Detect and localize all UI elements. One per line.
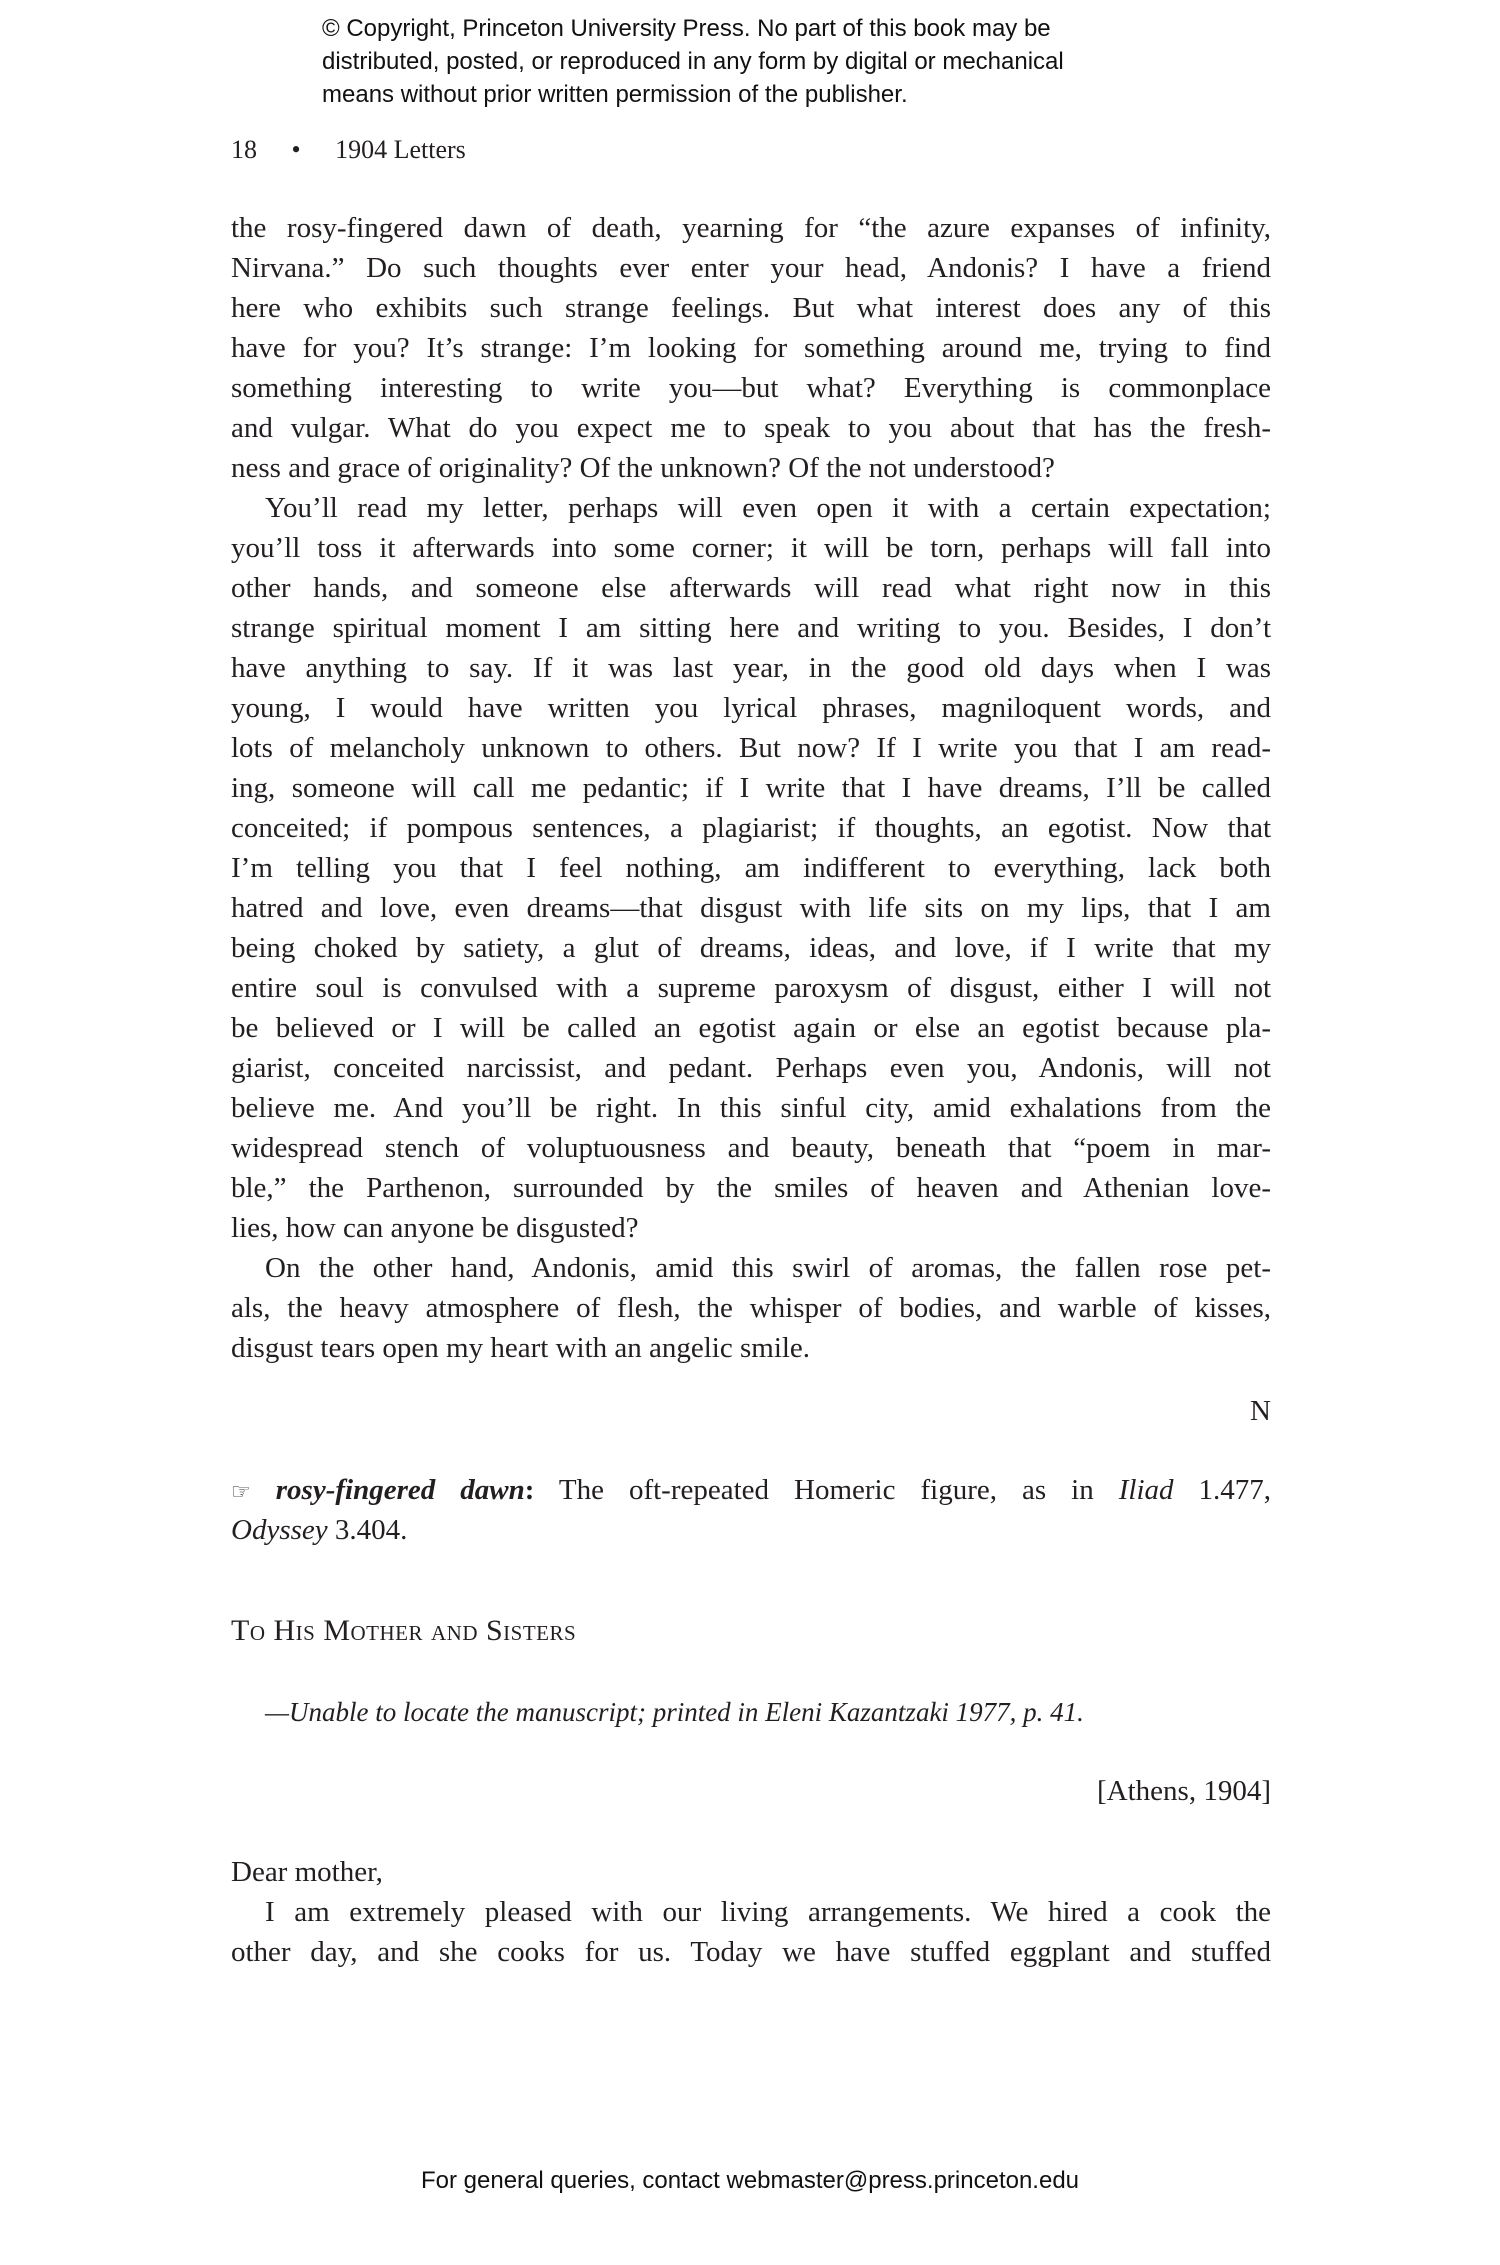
footer-contact: For general queries, contact webmaster@press.princeton.edu: [420, 2167, 1080, 2194]
dateline: [Athens, 1904]: [1097, 1775, 1271, 1807]
text-line: something interesting to write you—but what? Everything is commonplace: [231, 372, 1271, 404]
text-line: ness and grace of originality? Of the unknown? Of the not understood?: [231, 452, 1055, 484]
copyright-line: © Copyright, Princeton University Press. No part of this book may be: [322, 15, 1051, 42]
bullet-separator: •: [291, 135, 301, 164]
text-line: here who exhibits such strange feelings. But what interest does any of this: [231, 292, 1271, 324]
note-ref-title: Iliad: [1118, 1474, 1174, 1506]
annotation-note: [231, 1470, 1271, 1550]
text-line: strange spiritual moment I am sitting here and writing to you. Besides, I don’t: [231, 612, 1271, 644]
text-line: have anything to say. If it was last year, in the good old days when I was: [231, 652, 1271, 684]
signature: N: [1250, 1395, 1271, 1427]
copyright-line: distributed, posted, or reproduced in any form by digital or mechanical: [322, 48, 1064, 75]
text-line: giarist, conceited narcissist, and pedant. Perhaps even you, Andonis, will not: [231, 1052, 1271, 1084]
text-line: young, I would have written you lyrical phrases, magniloquent words, and: [231, 692, 1271, 724]
note-ref-number: 3.404.: [334, 1514, 408, 1546]
note-text: The oft-repeated Homeric figure, as in: [558, 1474, 1094, 1506]
text-line: You’ll read my letter, perhaps will even open it with a certain expectation;: [265, 492, 1271, 524]
text-line: conceited; if pompous sentences, a plagiarist; if thoughts, an egotist. Now that: [231, 812, 1271, 844]
text-line: other day, and she cooks for us. Today we have stuffed eggplant and stuffed: [231, 1936, 1271, 1968]
second-letter-body: [231, 1852, 1271, 1972]
running-head: [231, 133, 466, 167]
text-line: being choked by satiety, a glut of dreams, ideas, and love, if I write that my: [231, 932, 1271, 964]
page-number: 18: [231, 135, 257, 164]
note-ref-title: Odyssey: [231, 1514, 328, 1546]
text-line: On the other hand, Andonis, amid this swirl of aromas, the fallen rose pet-: [265, 1252, 1271, 1284]
text-line: I’m telling you that I feel nothing, am indifferent to everything, lack both: [231, 852, 1271, 884]
text-line: have for you? It’s strange: I’m looking for something around me, trying to find: [231, 332, 1271, 364]
text-line: I am extremely pleased with our living arrangements. We hired a cook the: [265, 1896, 1271, 1928]
copyright-line: means without prior written permission of the publisher.: [322, 81, 908, 108]
text-line: be believed or I will be called an egotist again or else an egotist because pla-: [231, 1012, 1271, 1044]
note-term: rosy-fingered dawn: [275, 1474, 525, 1506]
note-colon: :: [524, 1474, 535, 1506]
note-line: [231, 1510, 1271, 1550]
note-line: [231, 1470, 1271, 1510]
text-line: entire soul is convulsed with a supreme paroxysm of disgust, either I will not: [231, 972, 1271, 1004]
text-line: ble,” the Parthenon, surrounded by the smiles of heaven and Athenian love-: [231, 1172, 1271, 1204]
text-line: believe me. And you’ll be right. In this sinful city, amid exhalations from the: [231, 1092, 1271, 1124]
text-line: other hands, and someone else afterwards will read what right now in this: [231, 572, 1271, 604]
text-line: lies, how can anyone be disgusted?: [231, 1212, 639, 1244]
text-line: als, the heavy atmosphere of flesh, the whisper of bodies, and warble of kisses,: [231, 1292, 1271, 1324]
letter-heading: To His Mother and Sisters: [231, 1614, 577, 1647]
text-line: the rosy-fingered dawn of death, yearning for “the azure expanses of infinity,: [231, 212, 1271, 244]
text-line: widespread stench of voluptuousness and beauty, beneath that “poem in mar-: [231, 1132, 1271, 1164]
salutation: Dear mother,: [231, 1856, 383, 1888]
text-line: and vulgar. What do you expect me to speak to you about that has the fresh-: [231, 412, 1271, 444]
text-line: disgust tears open my heart with an angelic smile.: [231, 1332, 811, 1364]
note-ref-number: 1.477,: [1198, 1474, 1272, 1506]
text-line: hatred and love, even dreams—that disgust with life sits on my lips, that I am: [231, 892, 1271, 924]
copyright-notice: [322, 12, 1064, 111]
source-note: —Unable to locate the manuscript; printed in Eleni Kazantzaki 1977, p. 41.: [265, 1697, 1084, 1727]
text-line: you’ll toss it afterwards into some corner; it will be torn, perhaps will fall into: [231, 532, 1271, 564]
text-line: ing, someone will call me pedantic; if I write that I have dreams, I’ll be called: [231, 772, 1271, 804]
text-line: Nirvana.” Do such thoughts ever enter your head, Andonis? I have a friend: [231, 252, 1271, 284]
text-line: lots of melancholy unknown to others. But now? If I write you that I am read-: [231, 732, 1271, 764]
pointing-hand-icon: ☞: [231, 1480, 251, 1505]
letter-body-text: [231, 208, 1271, 1368]
section-title: 1904 Letters: [335, 135, 466, 164]
